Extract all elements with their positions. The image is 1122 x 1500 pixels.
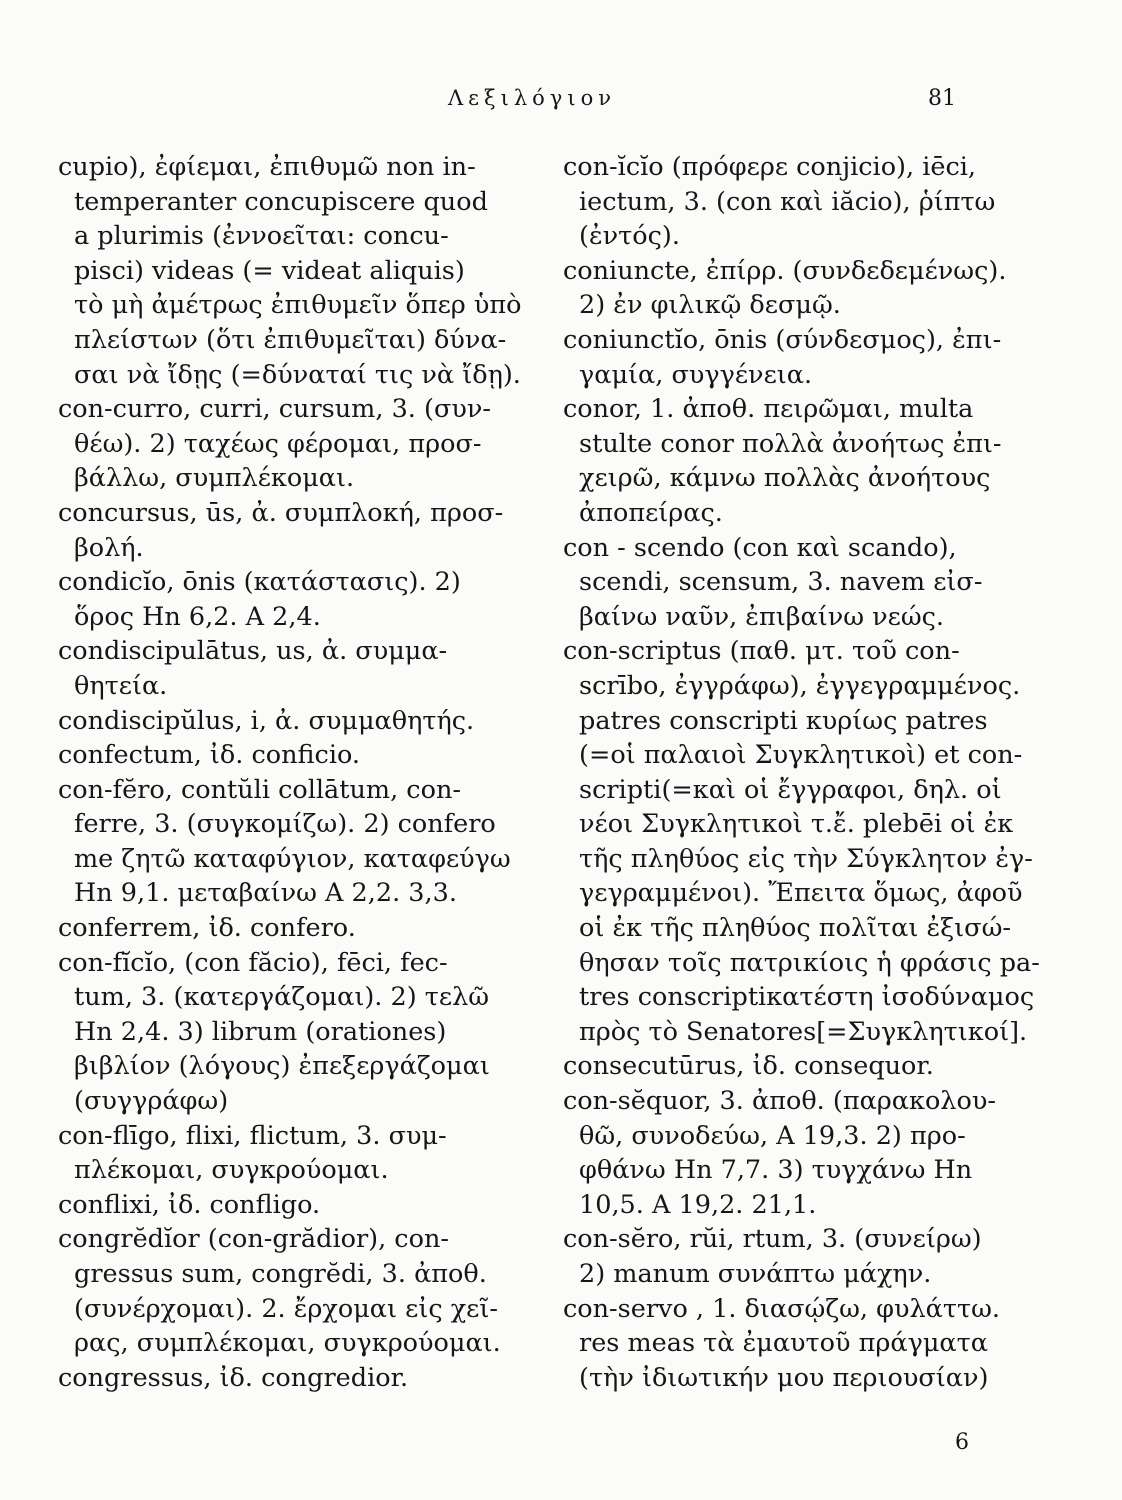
entry-continuation-line: (=οἱ παλαιοὶ Συγκλητικοὶ) et con- (579, 740, 1023, 771)
signature-mark: 6 (955, 1430, 969, 1455)
right-column (563, 150, 1040, 1395)
entry-continuation-line: θέω). 2) ταχέως φέρομαι, προσ- (74, 428, 482, 459)
entry-continuation-line: 2) manum συνάπτω μάχην. (579, 1259, 932, 1289)
entry-continuation-line: scrībo, ἐγγράφω), ἐγγεγραμμένος. (579, 670, 1021, 701)
entry-headword-line: con-sĕquor, 3. ἀποθ. (παρακολου- (563, 1086, 996, 1117)
entry-headword-line: congrĕdĭor (con-grădior), con- (58, 1224, 449, 1255)
entry-continuation-line: gressus sum, congrĕdi, 3. ἀποθ. (74, 1259, 487, 1289)
entry-headword-line: con - scendo (con καὶ scando), (563, 532, 957, 563)
entry-continuation-line: ρας, συμπλέκομαι, συγκρούομαι. (74, 1328, 501, 1359)
entry-continuation-line: βολή. (74, 532, 144, 563)
entry-headword-line: con-curro, curri, cursum, 3. (συν- (58, 394, 491, 425)
entry-continuation-line: νέοι Συγκλητικοὶ τ.ἔ. plebēi οἱ ἐκ (579, 809, 1014, 840)
entry-headword-line: conor, 1. ἀποθ. πειρῶμαι, multa (563, 394, 974, 425)
entry-continuation-line: me ζητῶ καταφύγιον, καταφεύγω (74, 843, 511, 874)
entry-continuation-line: γαμία, συγγένεια. (579, 359, 813, 390)
entry-continuation-line: χειρῶ, κάμνω πολλὰς ἀνοήτους (579, 463, 991, 494)
entry-continuation-line: Hn 9,1. μεταβαίνω A 2,2. 3,3. (74, 878, 457, 909)
left-column (58, 150, 528, 1395)
entry-continuation-line: βαίνω ναῦν, ἐπιβαίνω νεώς. (579, 601, 944, 632)
entry-continuation-line: βάλλω, συμπλέκομαι. (74, 463, 355, 494)
entry-continuation-line: θῶ, συνοδεύω, A 19,3. 2) προ- (579, 1120, 966, 1151)
entry-continuation-line: πλείστων (ὅτι ἐπιθυμεῖται) δύνα- (74, 324, 507, 355)
entry-continuation-line: τὸ μὴ ἀμέτρως ἐπιθυμεῖν ὅπερ ὑπὸ (74, 290, 522, 321)
entry-continuation-line: temperanter concupiscere quod (74, 186, 488, 217)
entry-headword-line: condiscipulātus, us, ἀ. συμμα- (58, 636, 448, 667)
entry-continuation-line: 10,5. A 19,2. 21,1. (579, 1189, 817, 1220)
entry-headword-line: consecutūrus, ἰδ. consequor. (563, 1051, 934, 1082)
entry-continuation-line: patres conscripti κυρίως patres (579, 705, 988, 736)
entry-headword-line: condicĭo, ōnis (κατάστασις). 2) (58, 567, 461, 598)
entry-continuation-line: θητεία. (74, 670, 168, 701)
entry-headword-line: congressus, ἰδ. congredior. (58, 1362, 409, 1393)
entry-headword-line: con-scriptus (παθ. μτ. τοῦ con- (563, 636, 960, 667)
entry-continuation-line: τῆς πληθύος εἰς τὴν Σύγκλητον ἐγ- (579, 843, 1033, 874)
entry-headword-line: conferrem, ἰδ. confero. (58, 913, 356, 944)
entry-headword-line: con-servo , 1. διασῴζω, φυλάττω. (563, 1293, 1000, 1324)
entry-headword-line: coniunctĭo, ōnis (σύνδεσμος), ἐπι- (563, 324, 1002, 355)
entry-headword-line: con-sĕro, rŭi, rtum, 3. (συνείρω) (563, 1224, 982, 1255)
entry-headword-line: coniuncte, ἐπίρρ. (συνδεδεμένως). (563, 255, 1007, 286)
entry-continuation-line: iectum, 3. (con καὶ iăcio), ῥίπτω (579, 186, 996, 217)
entry-headword-line: condiscipŭlus, i, ἀ. συμμαθητής. (58, 705, 475, 736)
entry-continuation-line: βιβλίον (λόγους) ἐπεξεργάζομαι (74, 1051, 490, 1082)
running-title: Λεξιλόγιον (448, 86, 616, 110)
entry-headword-line: con-ĭcĭo (πρόφερε conjicio), iēci, (563, 152, 977, 182)
entry-continuation-line: ferre, 3. (συγκομίζω). 2) confero (74, 809, 496, 840)
entry-continuation-line: πλέκομαι, συγκρούομαι. (74, 1155, 389, 1186)
entry-headword-line: confectum, ἰδ. conficio. (58, 740, 361, 771)
entry-continuation-line: γεγραμμένοι). Ἔπειτα ὅμως, ἀφοῦ (579, 878, 1023, 909)
entry-continuation-line: res meas τὰ ἐμαυτοῦ πράγματα (579, 1328, 988, 1359)
running-head (0, 86, 1122, 116)
entry-continuation-line: (συγγράφω) (74, 1086, 229, 1117)
entry-continuation-line: 2) ἐν φιλικῷ δεσμῷ. (579, 290, 841, 321)
entry-continuation-line: tum, 3. (κατεργάζομαι). 2) τελῶ (74, 982, 490, 1013)
entry-continuation-line: stulte conor πολλὰ ἀνοήτως ἐπι- (579, 428, 1002, 459)
entry-continuation-line: φθάνω Hn 7,7. 3) τυγχάνω Hn (579, 1155, 973, 1186)
entry-continuation-line: (τὴν ἰδιωτικήν μου περιουσίαν) (579, 1362, 989, 1393)
entry-continuation-line: ὅρος Hn 6,2. A 2,4. (74, 601, 321, 632)
entry-continuation-line: pisci) videas (= videat aliquis) (74, 255, 465, 286)
entry-continuation-line: a plurimis (ἐννοεῖται: concu- (74, 221, 449, 252)
entry-continuation-line: ἀποπείρας. (579, 497, 723, 528)
entry-continuation-line: scendi, scensum, 3. navem εἰσ- (579, 567, 983, 598)
entry-continuation-line: tres conscriptiκατέστη ἰσοδύναμος (579, 982, 1035, 1013)
entry-continuation-line: σαι νὰ ἴδῃς (=δύναταί τις νὰ ἴδῃ). (74, 359, 521, 390)
entry-headword-line: cupio), ἐφίεμαι, ἐπιθυμῶ non in- (58, 152, 476, 182)
entry-headword-line: con-fĭcĭo, (con făcio), fēci, fec- (58, 947, 448, 978)
entry-continuation-line: (ἐντός). (579, 221, 680, 252)
entry-continuation-line: θησαν τοῖς πατρικίοις ἡ φράσις pa- (579, 947, 1040, 978)
entry-headword-line: concursus, ūs, ἀ. συμπλοκή, προσ- (58, 497, 504, 528)
page-number: 81 (928, 86, 956, 111)
entry-headword-line: conflixi, ἰδ. confligo. (58, 1189, 321, 1220)
entry-headword-line: con-flīgo, flixi, flictum, 3. συμ- (58, 1120, 447, 1151)
entry-continuation-line: οἱ ἐκ τῆς πληθύος πολῖται ἐξισώ- (579, 913, 1011, 944)
entry-continuation-line: Hn 2,4. 3) librum (orationes) (74, 1016, 447, 1047)
entry-continuation-line: πρὸς τὸ Senatores[=Συγκλητικοί]. (579, 1016, 1028, 1047)
entry-headword-line: con-fĕro, contŭli collātum, con- (58, 774, 461, 805)
entry-continuation-line: scripti(=καὶ οἱ ἔγγραφοι, δηλ. οἱ (579, 774, 1002, 805)
entry-continuation-line: (συνέρχομαι). 2. ἔρχομαι εἰς χεῖ- (74, 1293, 498, 1324)
